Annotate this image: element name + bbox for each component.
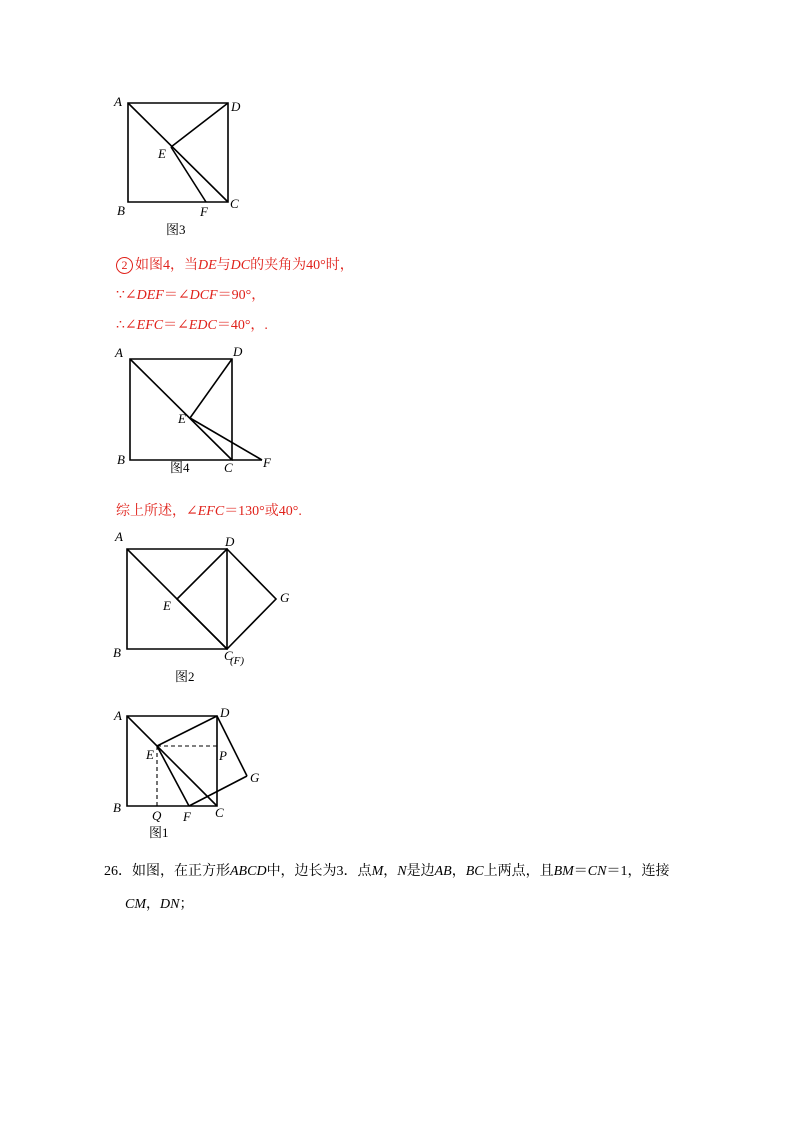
therefore-line: ∴∠EFC＝∠EDC＝40°，. [116, 318, 268, 333]
case-2-line: 2 如图4，当DE与DC的夹角为40°时， [116, 254, 354, 274]
label-f: F [263, 455, 271, 470]
because-line: ∵∠DEF＝∠DCF＝90°， [116, 288, 266, 303]
label-g: G [280, 590, 290, 605]
figure-3-caption: 图3 [166, 222, 186, 237]
label-f: F [200, 204, 208, 219]
label-a: A [115, 345, 123, 360]
label-d: D [220, 705, 230, 720]
figure-1-caption: 图1 [149, 825, 169, 840]
label-c: C [230, 196, 239, 211]
label-d: D [225, 534, 235, 549]
label-e: E [158, 146, 166, 161]
label-e: E [146, 747, 154, 762]
question-number: 26． [104, 864, 132, 879]
label-q: Q [152, 808, 162, 823]
question-26-line-2: CM，DN； [125, 897, 194, 912]
segment-ac [127, 716, 217, 806]
figure-2-caption: 图2 [175, 669, 195, 684]
label-f: F [183, 809, 191, 824]
label-g: G [250, 770, 260, 785]
label-b: B [117, 452, 125, 467]
label-p: P [219, 748, 227, 763]
summary-line: 综上所述，∠EFC＝130°或40°. [116, 504, 302, 519]
segment-ef [157, 746, 189, 806]
label-a: A [115, 529, 123, 544]
label-e: E [178, 411, 186, 426]
question-26-line-1: 26．如图，在正方形ABCD中，边长为3．点M，N是边AB，BC上两点，且BM＝CN＝1，连接 [104, 864, 670, 879]
label-b: B [117, 203, 125, 218]
label-c: C [224, 460, 233, 475]
label-c: C [224, 648, 233, 663]
segment-gf [189, 776, 247, 806]
segment-dg [217, 716, 247, 776]
segment-de [157, 716, 217, 746]
label-b: B [113, 800, 121, 815]
label-b: B [113, 645, 121, 660]
label-a: A [114, 94, 122, 109]
label-c: C [215, 805, 224, 820]
label-d: D [231, 99, 241, 114]
figure-4-caption: 图4 [170, 460, 190, 475]
label-f: (F) [230, 655, 245, 667]
circled-number: 2 [116, 257, 133, 274]
label-e: E [163, 598, 171, 613]
label-a: A [114, 708, 122, 723]
label-d: D [233, 344, 243, 359]
